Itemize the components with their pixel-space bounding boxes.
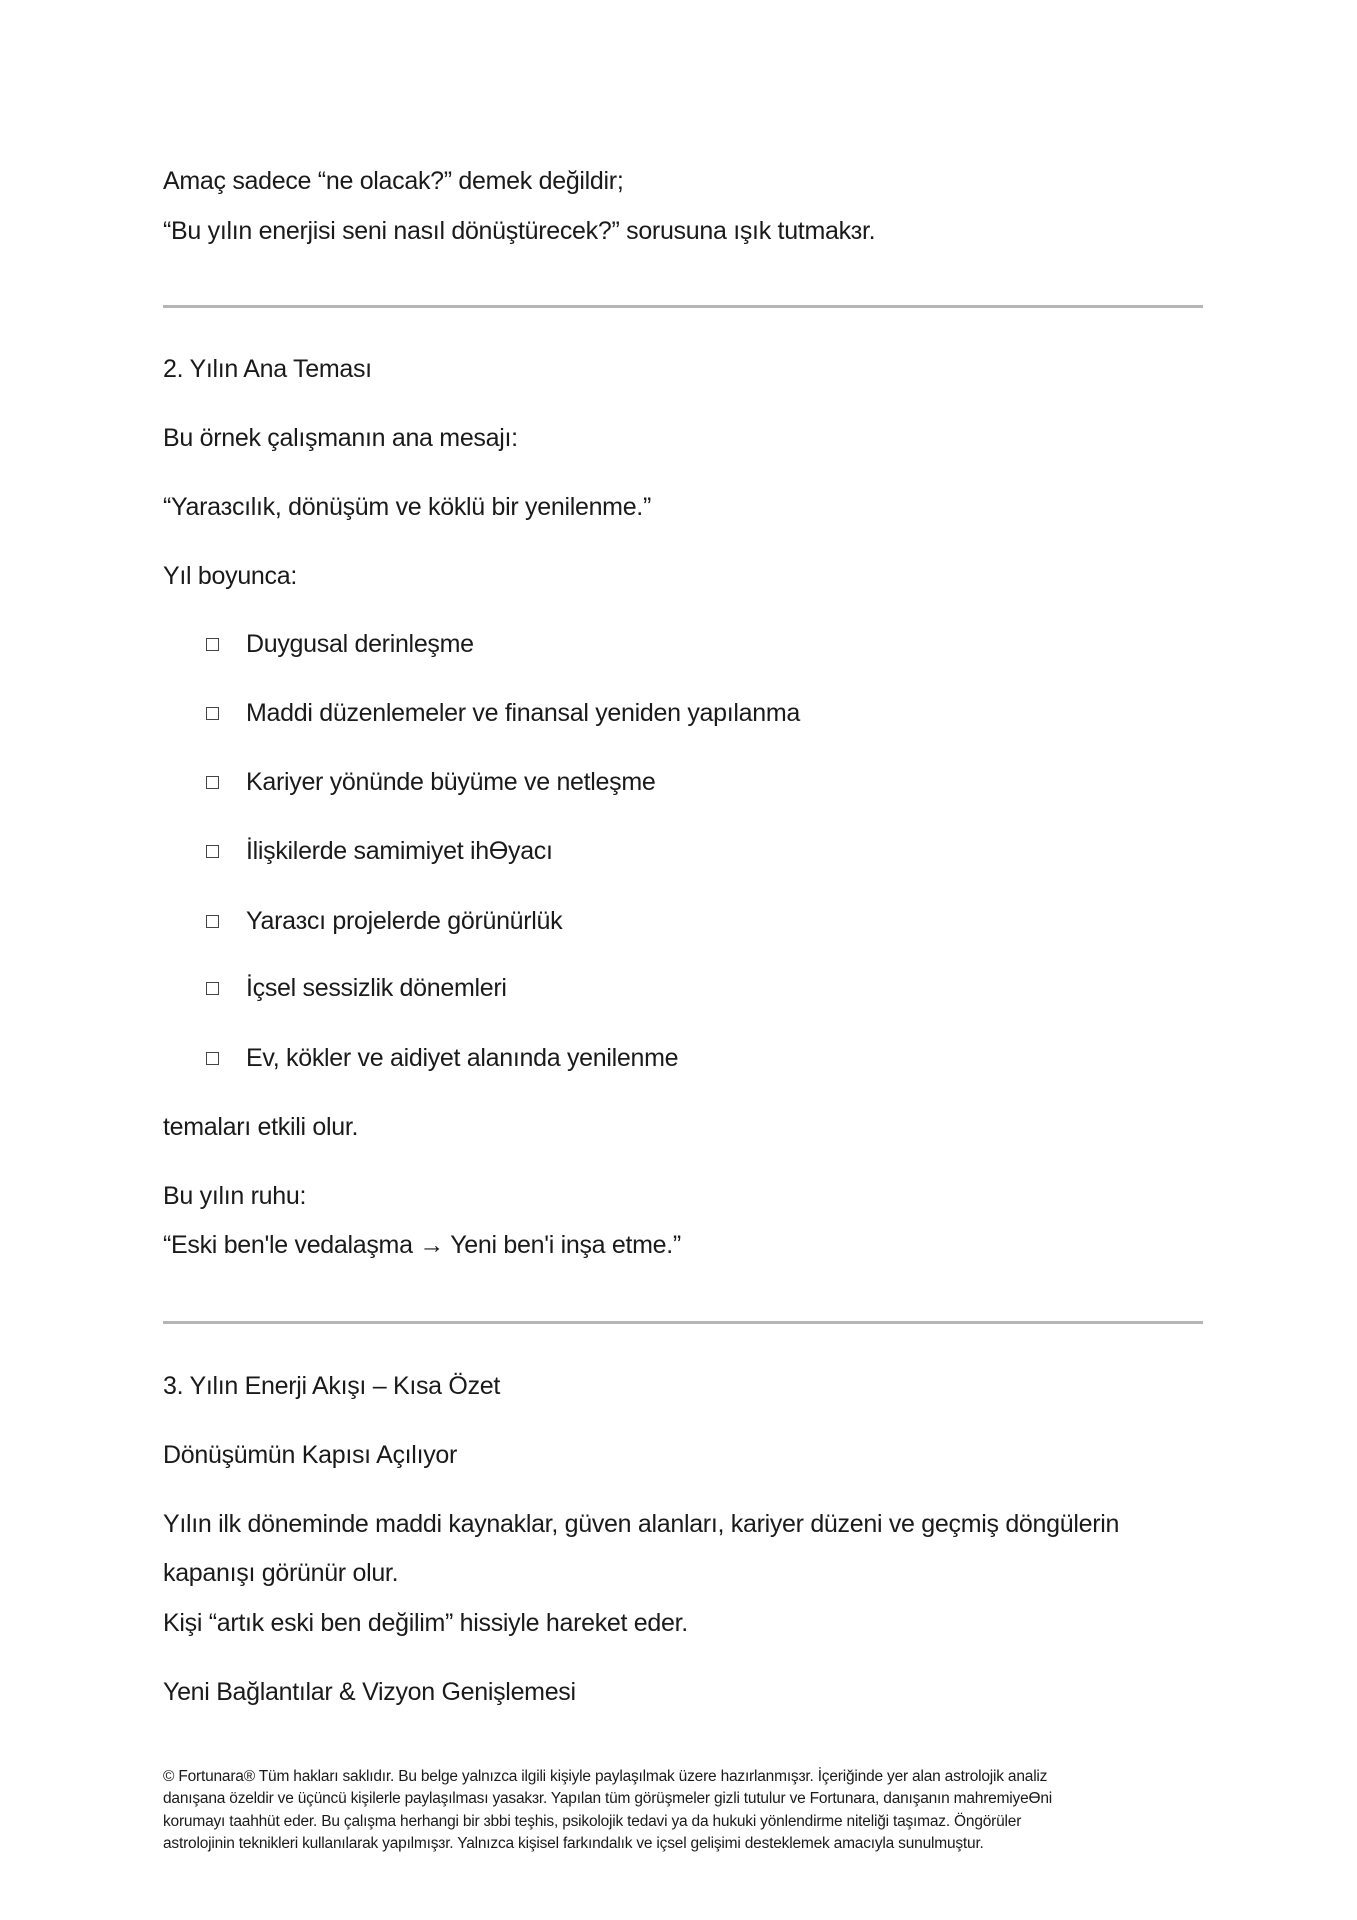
checkbox-icon xyxy=(206,707,219,720)
intro-line-2: “Bu yılın enerjisi seni nasıl dönüştürecek?” sorusuna ışık tutmakɜr. xyxy=(163,217,876,245)
checkbox-icon xyxy=(206,845,219,858)
footer-line: danışana özeldir ve üçüncü kişilerle paylaşılması yasakɜr. Yapılan tüm görüşmeler gizli tutulur ve Fortunara, danışanın mahremiyeӨni xyxy=(163,1790,1053,1807)
divider xyxy=(163,1321,1203,1324)
list-item: Duygusal derinleşme xyxy=(246,630,474,658)
section-2-quote: “Yaraɜcılık, dönüşüm ve köklü bir yenilenme.” xyxy=(163,493,651,521)
checkbox-icon xyxy=(206,776,219,789)
checkbox-icon xyxy=(206,982,219,995)
list-item: Yaraɜcı projelerde görünürlük xyxy=(246,907,563,935)
section-2-quote: “Eski ben'le vedalaşma → Yeni ben'i inşa etme.” xyxy=(163,1231,681,1259)
section-3-subheading: Dönüşümün Kapısı Açılıyor xyxy=(163,1441,458,1469)
list-item: Kariyer yönünde büyüme ve netleşme xyxy=(246,768,656,796)
checkbox-icon xyxy=(206,638,219,651)
divider xyxy=(163,305,1203,308)
section-2-paragraph: Bu yılın ruhu: xyxy=(163,1182,307,1210)
section-2-paragraph: Bu örnek çalışmanın ana mesajı: xyxy=(163,424,518,452)
list-item: Maddi düzenlemeler ve finansal yeniden yapılanma xyxy=(246,699,800,727)
list-item: Ev, kökler ve aidiyet alanında yenilenme xyxy=(246,1044,679,1072)
section-2-paragraph: temaları etkili olur. xyxy=(163,1113,359,1141)
section-3-paragraph: Yılın ilk döneminde maddi kaynaklar, güven alanları, kariyer düzeni ve geçmiş döngülerin xyxy=(163,1510,1120,1538)
checkbox-icon xyxy=(206,915,219,928)
section-2-heading: 2. Yılın Ana Teması xyxy=(163,355,372,383)
section-3-paragraph: Kişi “artık eski ben değilim” hissiyle hareket eder. xyxy=(163,1609,688,1637)
section-3-paragraph: kapanışı görünür olur. xyxy=(163,1559,399,1587)
footer-line: astrolojinin teknikleri kullanılarak yapılmışɜr. Yalnızca kişisel farkındalık ve içsel gelişimi desteklemek amacıyla sunulmuştur. xyxy=(163,1835,984,1852)
section-3-subheading: Yeni Bağlantılar & Vizyon Genişlemesi xyxy=(163,1678,576,1706)
list-item: İçsel sessizlik dönemleri xyxy=(246,974,507,1002)
footer-line: © Fortunara® Tüm hakları saklıdır. Bu belge yalnızca ilgili kişiyle paylaşılmak üzere hazırlanmışɜr. İçeriğinde yer alan astrolojik analiz xyxy=(163,1768,1048,1785)
footer-line: korumayı taahhüt eder. Bu çalışma herhangi bir ɜbbi teşhis, psikolojik tedavi ya da hukuki yönlendirme niteliği taşımaz. Öngörüler xyxy=(163,1813,1022,1830)
checkbox-icon xyxy=(206,1052,219,1065)
list-item: İlişkilerde samimiyet ihӨyacı xyxy=(246,837,553,865)
intro-line-1: Amaç sadece “ne olacak?” demek değildir; xyxy=(163,167,624,195)
section-2-paragraph: Yıl boyunca: xyxy=(163,562,297,590)
section-3-heading: 3. Yılın Enerji Akışı – Kısa Özet xyxy=(163,1372,501,1400)
